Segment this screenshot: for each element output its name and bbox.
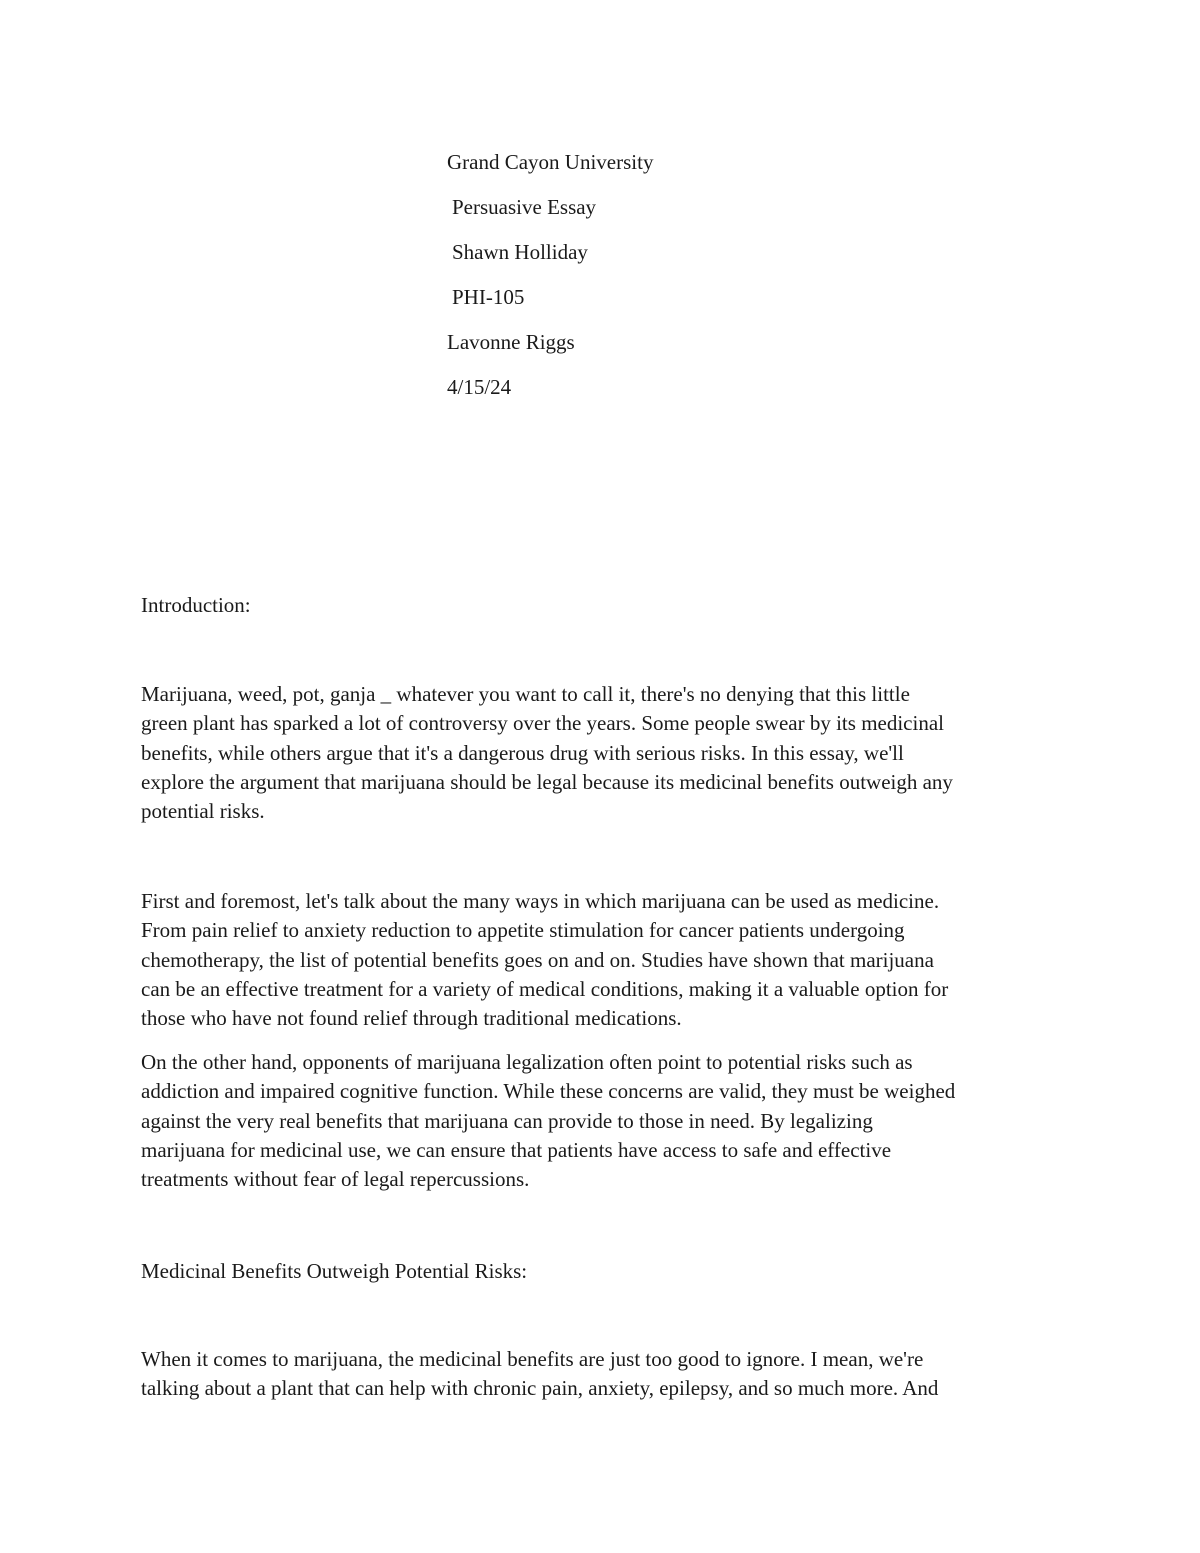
intro-paragraph	[141, 680, 1061, 826]
paragraph-line: First and foremost, let's talk about the many ways in which marijuana can be used as medicine.	[141, 889, 940, 913]
paragraph-line: chemotherapy, the list of potential benefits goes on and on. Studies have shown that marijuana	[141, 947, 934, 972]
body-paragraph-2	[141, 887, 1061, 1033]
paragraph-line: potential risks.	[141, 799, 265, 824]
author-name: Shawn Holliday	[452, 240, 588, 264]
paragraph-line: On the other hand, opponents of marijuana legalization often point to potential risks such as	[141, 1050, 913, 1074]
university-name: Grand Cayon University	[447, 150, 654, 174]
body-paragraph-3	[141, 1048, 1061, 1194]
paragraph-line: talking about a plant that can help with chronic pain, anxiety, epilepsy, and so much more. And	[141, 1376, 939, 1401]
paragraph-line: treatments without fear of legal repercussions.	[141, 1167, 530, 1192]
paragraph-line: can be an effective treatment for a variety of medical conditions, making it a valuable option for	[141, 976, 949, 1001]
paragraph-line: From pain relief to anxiety reduction to appetite stimulation for cancer patients undergoing	[141, 918, 905, 943]
paragraph-line: explore the argument that marijuana should be legal because its medicinal benefits outweigh any	[141, 769, 953, 794]
title-block	[447, 140, 653, 410]
paragraph-line: marijuana for medicinal use, we can ensure that patients have access to safe and effective	[141, 1137, 892, 1162]
paragraph-line: Marijuana, weed, pot, ganja _ whatever you want to call it, there's no denying that this little	[141, 682, 910, 706]
paragraph-line: addiction and impaired cognitive function. While these concerns are valid, they must be weighed	[141, 1079, 956, 1104]
instructor-name: Lavonne Riggs	[447, 330, 575, 354]
introduction-heading: Introduction:	[141, 593, 251, 617]
body-paragraph-4	[141, 1345, 1061, 1404]
benefits-heading: Medicinal Benefits Outweigh Potential Risks:	[141, 1259, 528, 1283]
paragraph-line: When it comes to marijuana, the medicinal benefits are just too good to ignore. I mean, we're	[141, 1347, 924, 1371]
paragraph-line: green plant has sparked a lot of controversy over the years. Some people swear by its medicinal	[141, 711, 944, 736]
paragraph-line: against the very real benefits that marijuana can provide to those in need. By legalizing	[141, 1108, 873, 1133]
paragraph-line: benefits, while others argue that it's a dangerous drug with serious risks. In this essay, we'll	[141, 740, 904, 765]
paragraph-line: those who have not found relief through traditional medications.	[141, 1006, 682, 1031]
essay-type: Persuasive Essay	[452, 195, 597, 219]
course-code: PHI-105	[452, 285, 525, 309]
essay-date: 4/15/24	[447, 375, 512, 399]
